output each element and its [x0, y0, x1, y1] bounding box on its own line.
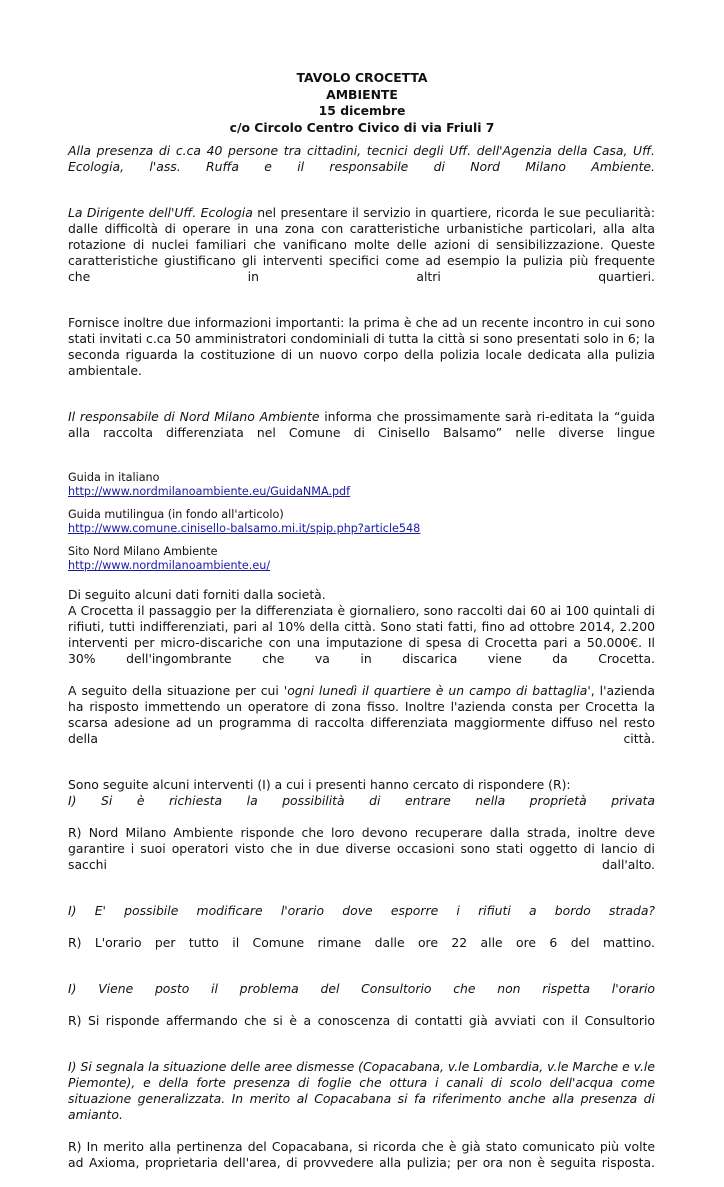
answer-3: R) Si risponde affermando che si è a conoscenza di contatti già avviati con il Consultorio: [68, 1013, 655, 1028]
meeting-location: c/o Circolo Centro Civico di via Friuli 7: [229, 119, 495, 135]
dati-paragraph-2: A seguito della situazione per cui 'ogni lunedì il quartiere è un campo di battaglia', l'azienda ha risposto immettendo un operatore di zona fisso. Inoltre l'azienda consta per Crocetta la scarsa adesione ad un programma di raccolta differenziata maggiormente diffuso nel resto della città.: [68, 683, 655, 746]
quote-campo-battaglia: ogni lunedì il quartiere è un campo di battaglia: [287, 683, 588, 698]
intro-paragraph: Alla presenza di c.ca 40 persone tra cittadini, tecnici degli Uff. dell'Agenzia della Casa, Uff. Ecologia, l'ass. Ruffa e il responsabile di Nord Milano Ambiente.: [68, 143, 655, 174]
link-guida-italiano[interactable]: http://www.nordmilanoambiente.eu/GuidaNMA.pdf: [68, 485, 351, 498]
document-title: TAVOLO CROCETTA: [296, 70, 428, 85]
question-4: I) Si segnala la situazione delle aree dismesse (Copacabana, v.le Lombardia, v.le Marche e v.le Piemonte), e della forte presenza di foglie che ottura i canali di scolo dell'acqua come situazione generalizzata. In merito al Copacabana si fa riferimento anche alla presenza di amianto.: [68, 1059, 655, 1122]
qa-intro: Sono seguite alcuni interventi (I) a cui i presenti hanno cercato di rispondere (R):: [68, 777, 571, 792]
link-block-sito: [68, 545, 655, 573]
question-1: I) Si è richiesta la possibilità di entrare nella proprietà privata: [68, 793, 655, 808]
dirigente-paragraph: La Dirigente dell'Uff. Ecologia nel presentare il servizio in quartiere, ricorda le sue peculiarità: dalle difficoltà di operare in una zona con caratteristiche urbanistiche particolari, alla alta rotazione di nuclei familiari che vanificano molte delle azioni di sensibilizzazione. Queste caratteristiche giustificano gli interventi specifici come ad esempio la pulizia più frequente che in altri quartieri.: [68, 205, 655, 284]
answer-1: R) Nord Milano Ambiente risponde che loro devono recuperare dalla strada, inoltre deve garantire i suoi operatori visto che in due diverse occasioni sono stati oggetto di lancio di sacchi dall'alto.: [68, 825, 655, 872]
link-label: Guida in italiano: [68, 471, 160, 484]
link-guida-multilingua[interactable]: http://www.comune.cinisello-balsamo.mi.it/spip.php?article548: [68, 522, 421, 535]
link-block-multilingua: [68, 508, 655, 536]
question-2: I) E' possibile modificare l'orario dove esporre i rifiuti a bordo strada?: [68, 903, 655, 918]
link-sito-nma[interactable]: http://www.nordmilanoambiente.eu/: [68, 559, 271, 572]
document-body: [68, 143, 655, 1187]
document-header: [0, 70, 724, 136]
link-label: Guida mutilingua (in fondo all'articolo): [68, 508, 284, 521]
link-block-italiano: [68, 471, 655, 499]
document-subtitle: AMBIENTE: [326, 86, 398, 102]
question-3: I) Viene posto il problema del Consultorio che non rispetta l'orario: [68, 981, 655, 996]
dati-intro: Di seguito alcuni dati forniti dalla società.: [68, 587, 326, 602]
dati-paragraph-1: A Crocetta il passaggio per la differenziata è giornaliero, sono raccolti dai 60 ai 100 quintali di rifiuti, tutti indifferenziati, pari al 10% della città. Sono stati fatti, fino ad ottobre 2014, 2.200 interventi per micro-discariche con una imputazione di spesa di Crocetta pari a 50.000€. Il 30% dell'ingombrante che va in discarica viene da Crocetta.: [68, 603, 655, 666]
answer-2: R) L'orario per tutto il Comune rimane dalle ore 22 alle ore 6 del mattino.: [68, 935, 655, 950]
responsabile-speaker: Il responsabile di Nord Milano Ambiente: [68, 409, 320, 424]
responsabile-paragraph: Il responsabile di Nord Milano Ambiente informa che prossimamente sarà ri-editata la “guida alla raccolta differenziata nel Comune di Cinisello Balsamo” nelle diverse lingue: [68, 409, 655, 440]
answer-4: R) In merito alla pertinenza del Copacabana, si ricorda che è già stato comunicato più volte ad Axioma, proprietaria dell'area, di provvedere alla pulizia; per ora non è seguita risposta.: [68, 1139, 655, 1170]
meeting-date: 15 dicembre: [318, 103, 406, 118]
link-label: Sito Nord Milano Ambiente: [68, 545, 218, 558]
dirigente-speaker: La Dirigente dell'Uff. Ecologia: [68, 205, 253, 220]
informazioni-paragraph: Fornisce inoltre due informazioni importanti: la prima è che ad un recente incontro in cui sono stati invitati c.ca 50 amministratori condominiali di tutta la città si sono presentati solo in 6; la seconda riguarda la costituzione di un nuovo corpo della polizia locale dedicata alla pulizia ambientale.: [68, 315, 655, 378]
